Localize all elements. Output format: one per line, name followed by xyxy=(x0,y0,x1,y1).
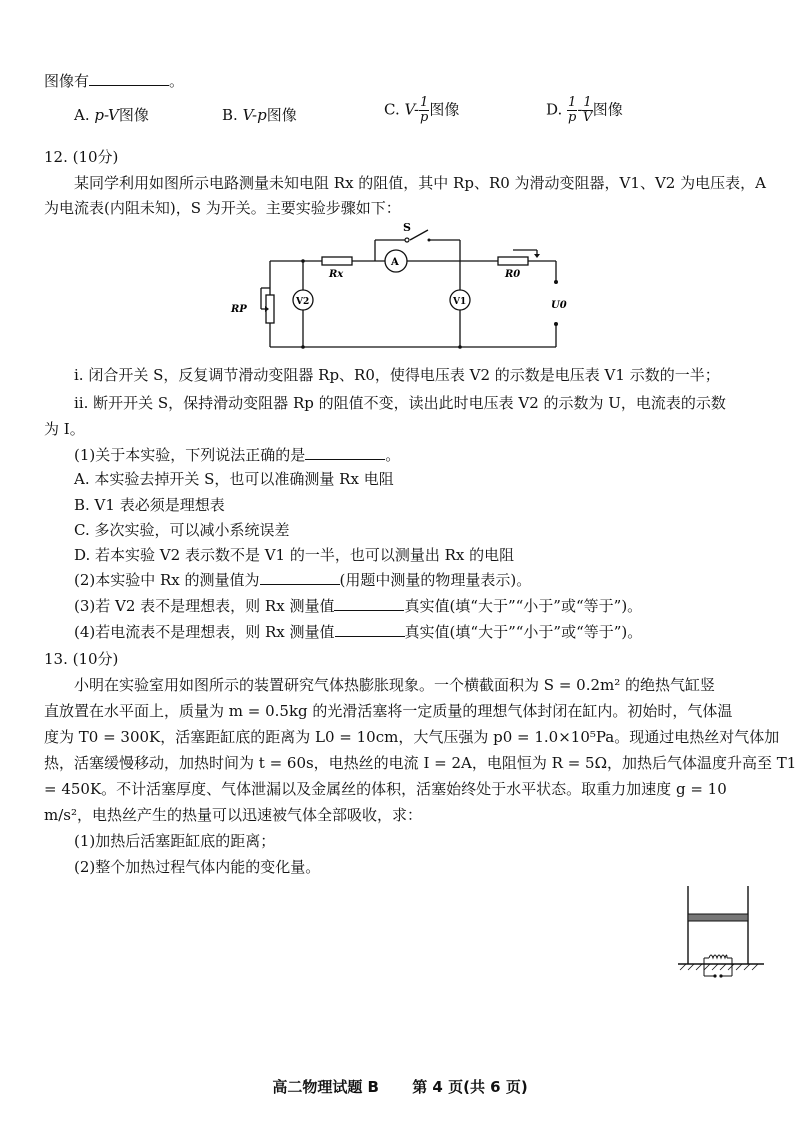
q11-end-mark: 。 xyxy=(169,72,185,90)
v1-label: V1 xyxy=(453,297,467,307)
resistor-r0 xyxy=(498,257,528,265)
q13-line6: m/s²，电热丝产生的热量可以迅速被气体全部吸收，求： xyxy=(44,806,422,824)
q13-line1: 小明在实验室用如图所示的装置研究气体热膨胀现象。一个横截面积为 S = 0.2m² 的绝热气缸竖 xyxy=(74,676,716,694)
q12-sub2: (2)本实验中 Rx 的测量值为 (用题中测量的物理量表示)。 xyxy=(74,571,532,589)
q12-sub1-blank[interactable] xyxy=(305,444,385,460)
page-footer xyxy=(0,1076,800,1097)
q11-tail-text: 图像有 xyxy=(44,72,90,90)
q12-sub4: (4)若电流表不是理想表，则 Rx 测量值 真实值(填“大于”“小于”或“等于”)。 xyxy=(74,623,643,641)
ground-hatching xyxy=(680,964,758,970)
r0-label: R0 xyxy=(505,269,521,280)
footer-title: 高二物理试题 B xyxy=(272,1078,379,1096)
q12-sub3: (3)若 V2 表不是理想表，则 Rx 测量值 真实值(填“大于”“小于”或“等于”)。 xyxy=(74,597,643,615)
q11-option-a: A. p-V图像 xyxy=(74,106,149,124)
resistor-rx xyxy=(322,257,352,265)
ammeter-label: A xyxy=(391,257,399,268)
q13-q2: (2)整个加热过程气体内能的变化量。 xyxy=(74,858,321,876)
switch-contact-left xyxy=(405,238,409,242)
q11-answer-blank[interactable] xyxy=(89,70,169,86)
terminal-bottom xyxy=(554,322,558,326)
cylinder-diagram xyxy=(676,884,776,984)
junction-dot xyxy=(301,259,305,263)
q12-step2-line1: ⅱ. 断开开关 S，保持滑动变阻器 Rp 的阻值不变，读出此时电压表 V2 的示数为 U，电流表的示数 xyxy=(74,394,726,412)
q11-option-b: B. V-p图像 xyxy=(222,106,297,124)
switch-contact-right xyxy=(428,239,431,242)
q13-line5: = 450K。不计活塞厚度、气体泄漏以及金属丝的体积，活塞始终处于水平状态。取重力加速度 g = 10 xyxy=(44,780,727,798)
u0-label: U0 xyxy=(551,300,567,311)
q13-header: 13. (10分) xyxy=(44,650,119,668)
q12-option-d: D. 若本实验 V2 表示数不是 V1 的一半，也可以测量出 Rx 的电阻 xyxy=(74,546,515,564)
q12-sub1: (1)关于本实验，下列说法正确的是 。 xyxy=(74,446,401,464)
fraction-1-over-p: $\frac{1}{p}$ xyxy=(420,95,429,125)
q12-option-c: C. 多次实验，可以减小系统误差 xyxy=(74,521,290,539)
q12-step1: ⅰ. 闭合开关 S，反复调节滑动变阻器 Rp、R0，使得电压表 V2 的示数是电压表 V1 示数的一半； xyxy=(74,366,720,384)
q13-line4: 热，活塞缓慢移动，加热时间为 t = 60s，电热丝的电流 I = 2A，电阻恒为 R = 5Ω，加热后气体温度升高至 T1 xyxy=(44,754,797,772)
piston xyxy=(688,914,748,921)
q12-sub2-blank[interactable] xyxy=(260,569,340,585)
terminal-top xyxy=(554,280,558,284)
q12-sub3-blank[interactable] xyxy=(334,595,404,611)
q11-option-c: C. V- $\frac{1}{p}$ 图像 xyxy=(384,95,460,125)
q11-option-d: D. $\frac{1}{p}$ - $\frac{1}{V}$ 图像 xyxy=(546,95,623,125)
q12-sub4-blank[interactable] xyxy=(335,621,405,637)
r0-slider-arrowhead xyxy=(534,254,540,258)
q12-step2-line2: 为 I。 xyxy=(44,420,85,438)
switch-label: S xyxy=(403,221,411,234)
q12-intro-line1: 某同学利用如图所示电路测量未知电阻 Rx 的阻值，其中 Rp、R0 为滑动变阻器，V1、V2 为电压表，A xyxy=(74,174,766,192)
q13-line2: 直放置在水平面上，质量为 m = 0.5kg 的光滑活塞将一定质量的理想气体封闭在缸内。初始时，气体温 xyxy=(44,702,733,720)
fraction-1-over-v: $\frac{1}{V}$ xyxy=(582,95,593,125)
q11-tail xyxy=(44,70,184,92)
q12-header: 12. (10分) xyxy=(44,148,119,166)
q13-q1: (1)加热后活塞距缸底的距离； xyxy=(74,832,276,850)
footer-page-number: 第 4 页(共 6 页) xyxy=(412,1078,528,1096)
fraction-1-over-p-d: $\frac{1}{p}$ xyxy=(568,95,577,125)
q12-intro-line2: 为电流表(内阻未知)，S 为开关。主要实验步骤如下： xyxy=(44,199,401,217)
rx-label: Rx xyxy=(329,269,344,280)
q13-line3: 度为 T0 = 300K，活塞距缸底的距离为 L0 = 10cm，大气压强为 p0 = 1.0×10⁵Pa。现通过电热丝对气体加 xyxy=(44,728,780,746)
junction-dot xyxy=(458,345,462,349)
rp-label: RP xyxy=(231,304,247,315)
q12-option-b: B. V1 表必须是理想表 xyxy=(74,496,225,514)
junction-dot xyxy=(301,345,305,349)
heater-terminal-left xyxy=(713,974,716,977)
heater-terminal-right xyxy=(719,974,722,977)
v2-label: V2 xyxy=(296,297,310,307)
circuit-diagram xyxy=(225,220,580,360)
q12-option-a: A. 本实验去掉开关 S，也可以准确测量 Rx 电阻 xyxy=(74,470,394,488)
